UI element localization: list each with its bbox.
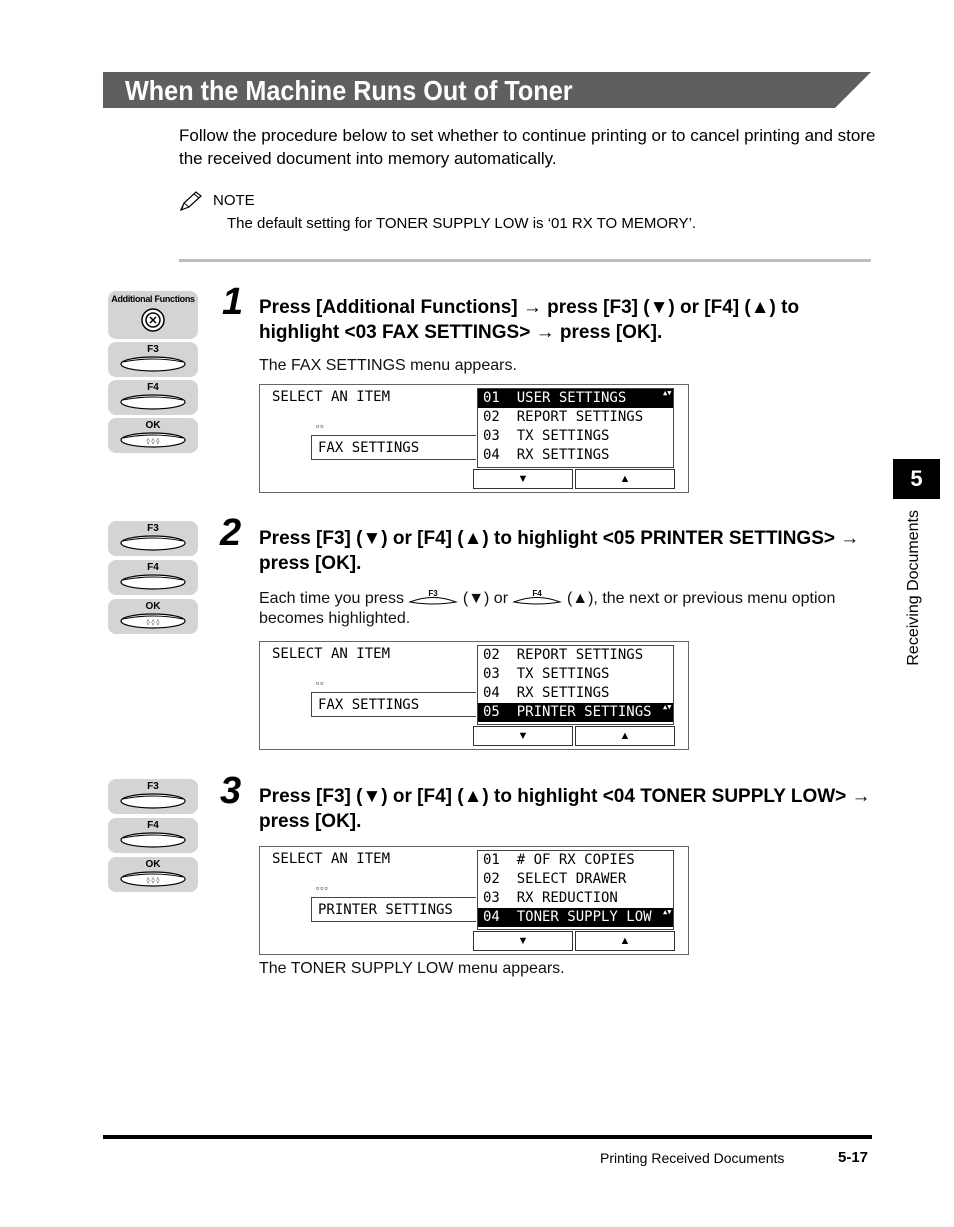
soft-key-icon [120,793,186,809]
step-instruction: Press [F3] (▼) or [F4] (▲) to highlight <05 PRINTER SETTINGS> → press [OK]. [259,528,860,574]
lcd-menu-item: 03 RX REDUCTION [483,890,618,906]
f3-key [108,779,198,814]
lcd-panel [259,846,689,955]
f4-key-mini-icon [512,589,562,610]
step-result: The TONER SUPPLY LOW menu appears. [259,960,565,977]
lcd-menu-item: 02 REPORT SETTINGS [483,409,644,425]
footer-rule [103,1135,872,1139]
step-description [259,589,835,610]
step-number: 2 [220,512,242,554]
lcd-menu-item: 04 RX SETTINGS [483,447,610,463]
f4-key [108,380,198,415]
f3-key-label: F3 [147,344,159,355]
lcd-menu-item: 01 # OF RX COPIES [483,852,635,868]
lcd-header: SELECT AN ITEM [272,389,391,405]
lcd-panel [259,384,689,493]
side-chapter-title-wrap [905,510,929,700]
page-title: When the Machine Runs Out of Toner [125,75,573,106]
section-title-banner [103,72,871,108]
page-number: 5-17 [838,1149,869,1166]
soft-key-icon [120,356,186,372]
soft-key-icon [120,394,186,410]
step-description-part: Each time you press [259,590,404,607]
ok-key-label: OK [145,859,161,870]
lcd-menu-list [477,388,674,468]
additional-functions-key-label: Additional Functions [111,294,195,304]
soft-key-icon [120,535,186,551]
lcd-menu-item: 03 TX SETTINGS [483,428,610,444]
lcd-up-button: ▲ [575,469,675,489]
additional-functions-key [108,291,198,339]
lcd-menu-item-highlighted: 05 PRINTER SETTINGS ▲▼ [478,703,673,722]
lcd-header: SELECT AN ITEM [272,646,391,662]
ok-key-icon [120,871,186,887]
note-label: NOTE [213,192,255,209]
lcd-header: SELECT AN ITEM [272,851,391,867]
lcd-menu-item: 02 REPORT SETTINGS [483,647,644,663]
additional-functions-icon [141,308,165,332]
ok-key-label: OK [145,420,161,431]
note-text: The default setting for TONER SUPPLY LOW is ‘01 RX TO MEMORY’. [227,215,697,232]
f4-key-label: F4 [147,562,159,573]
step-description-part: (▲), the next or previous menu option [566,590,836,607]
f4-key [108,818,198,853]
lcd-menu-item: 04 RX SETTINGS [483,685,610,701]
lcd-down-button: ▼ [473,726,573,746]
intro-paragraph: Follow the procedure below to set whether to continue printing or to cancel printing and store the received document into memory automatically. [179,126,876,168]
ok-key [108,599,198,634]
svg-text:◊ ◊ ◊: ◊ ◊ ◊ [146,877,160,884]
side-chapter-title: Receiving Documents [905,510,922,666]
ok-key [108,857,198,892]
ok-key-label: OK [145,601,161,612]
f3-key-label: F3 [147,523,159,534]
f3-key [108,521,198,556]
lcd-up-button: ▲ [575,931,675,951]
soft-key-icon [120,574,186,590]
lcd-panel [259,641,689,750]
lcd-current-menu: FAX SETTINGS [311,692,476,717]
f3-key [108,342,198,377]
ok-key-icon [120,432,186,448]
ok-key-icon [120,613,186,629]
lcd-up-button: ▲ [575,726,675,746]
lcd-menu-item-highlighted: 04 TONER SUPPLY LOW ▲▼ [478,908,673,927]
footer-section-name: Printing Received Documents [600,1150,785,1166]
ok-key [108,418,198,453]
lcd-down-button: ▼ [473,469,573,489]
lcd-current-menu: PRINTER SETTINGS [311,897,476,922]
step-description-part: (▼) or [462,590,509,607]
f3-key-mini-icon [408,589,458,610]
step-result: The FAX SETTINGS menu appears. [259,357,517,374]
lcd-level-indicator: ▫▫ [316,678,325,688]
f4-key-mini-label: F4 [532,589,543,598]
pencil-note-icon [179,190,205,212]
f3-key-label: F3 [147,781,159,792]
lcd-menu-item-highlighted: 01 USER SETTINGS ▲▼ [478,389,673,408]
chapter-tab: 5 [893,459,940,499]
svg-text:◊ ◊ ◊: ◊ ◊ ◊ [146,438,160,445]
svg-text:◊ ◊ ◊: ◊ ◊ ◊ [146,619,160,626]
lcd-current-menu: FAX SETTINGS [311,435,476,460]
step-instruction: Press [Additional Functions] → press [F3] (▼) or [F4] (▲) to highlight <03 FAX SETTINGS> → press [OK]. [259,297,800,343]
lcd-menu-item: 02 SELECT DRAWER [483,871,627,887]
f3-key-mini-label: F3 [428,589,439,598]
lcd-level-indicator: ▫▫ [316,421,325,431]
f4-key-label: F4 [147,820,159,831]
lcd-menu-list [477,850,674,930]
step-description-line2: becomes highlighted. [259,610,411,627]
soft-key-icon [120,832,186,848]
step-number: 3 [220,770,242,812]
lcd-menu-item: 03 TX SETTINGS [483,666,610,682]
f4-key [108,560,198,595]
step-instruction: Press [F3] (▼) or [F4] (▲) to highlight <04 TONER SUPPLY LOW> → press [OK]. [259,786,871,832]
section-divider [179,259,871,262]
lcd-down-button: ▼ [473,931,573,951]
f4-key-label: F4 [147,382,159,393]
step-number: 1 [222,281,244,323]
lcd-level-indicator: ▫▫▫ [316,883,329,893]
lcd-menu-list [477,645,674,725]
